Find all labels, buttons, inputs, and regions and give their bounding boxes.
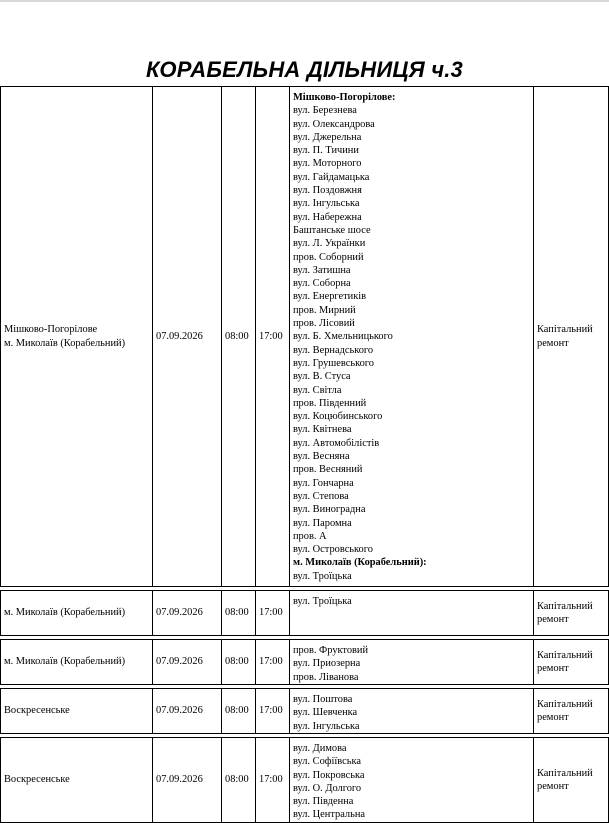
street-item: вул. Південна [293, 796, 354, 808]
street-item: вул. Л. Українки [293, 238, 366, 250]
street-item: пров. Весняний [293, 464, 363, 476]
start-time-cell [222, 689, 256, 734]
work-type-cell [534, 738, 609, 823]
street-item: вул. Набережна [293, 211, 362, 223]
start-time-cell [222, 738, 256, 823]
street-item: вул. Інгульська [293, 720, 360, 732]
end-time-cell [256, 640, 290, 685]
table-row [1, 738, 609, 823]
street-item: вул. Гончарна [293, 477, 354, 489]
work-type-cell [534, 640, 609, 685]
date-cell-text: 07.09.2026 [156, 774, 203, 786]
locality-cell [1, 87, 153, 587]
street-item: Баштанське шосе [293, 224, 371, 236]
locality-cell [1, 640, 153, 685]
street-item: вул. Автомобілістів [293, 437, 380, 449]
street-item: пров. А [293, 530, 327, 542]
street-group-header: м. Миколаїв (Корабельний): [293, 557, 427, 569]
schedule-body [1, 87, 609, 823]
street-item: вул. Троїцька [293, 596, 352, 607]
end-time-cell-text: 17:00 [259, 774, 283, 786]
end-time-cell-text: 17:00 [259, 330, 283, 342]
work-type-line: ремонт [537, 614, 569, 625]
street-item: пров. Мирний [293, 304, 356, 316]
street-item: вул. Островського [293, 544, 373, 556]
streets-cell [290, 640, 534, 685]
street-item: вул. Покровська [293, 769, 365, 781]
end-time-cell [256, 591, 290, 636]
date-cell [153, 87, 222, 587]
start-time-cell [222, 591, 256, 636]
outage-schedule-table [0, 86, 609, 823]
work-type-line: Капітальний [537, 698, 593, 710]
street-item: вул. Софіївська [293, 756, 361, 768]
street-item: пров. Соборний [293, 251, 364, 263]
start-time-cell [222, 640, 256, 685]
work-type-line: ремонт [537, 712, 569, 723]
street-item: вул. Приозерна [293, 658, 361, 670]
locality-line: м. Миколаїв (Корабельний) [4, 607, 126, 619]
end-time-cell-text: 17:00 [259, 607, 283, 619]
end-time-cell-text: 17:00 [259, 656, 283, 668]
street-item: вул. Світла [293, 384, 342, 396]
work-type-line: Капітальний [537, 767, 593, 779]
street-item: вул. Степова [293, 490, 349, 502]
date-cell-text: 07.09.2026 [156, 705, 203, 717]
end-time-cell [256, 87, 290, 587]
street-item: пров. Лісовий [293, 318, 355, 330]
start-time-cell [222, 87, 256, 587]
work-type-line: Капітальний [537, 324, 593, 336]
date-cell [153, 689, 222, 734]
locality-line: Воскресенське [4, 705, 70, 717]
street-item: вул. Поздовжня [293, 185, 362, 197]
street-item: вул. Затишна [293, 264, 351, 276]
street-item: вул. Коцюбинського [293, 411, 383, 423]
street-item: пров. Ліванова [293, 671, 359, 683]
street-item: вул. Паромна [293, 517, 352, 529]
street-item: вул. Вернадського [293, 344, 374, 356]
locality-line: м. Миколаїв (Корабельний) [4, 337, 126, 349]
street-item: вул. Димова [293, 743, 347, 754]
street-item: вул. Центральна [293, 809, 366, 821]
page-title: КОРАБЕЛЬНА ДІЛЬНИЦЯ ч.3 [146, 57, 463, 82]
date-cell [153, 738, 222, 823]
work-type-line: ремонт [537, 781, 569, 792]
locality-line: Мішково-Погорілове [4, 324, 98, 336]
street-item: вул. Виноградна [293, 504, 366, 516]
street-item: вул. Олександрова [293, 118, 375, 130]
table-row [1, 591, 609, 636]
street-group-header: Мішково-Погорілове: [293, 92, 396, 103]
streets-cell [290, 738, 534, 823]
street-item: вул. В. Стуса [293, 371, 351, 383]
streets-cell [290, 689, 534, 734]
street-item: вул. Троїцька [293, 570, 352, 582]
street-item: вул. Інгульська [293, 198, 360, 210]
street-item: вул. Б. Хмельницького [293, 331, 393, 343]
work-type-line: Капітальний [537, 649, 593, 661]
street-item: вул. Грушевського [293, 357, 374, 369]
start-time-cell-text: 08:00 [225, 774, 249, 786]
work-type-cell [534, 689, 609, 734]
street-item: вул. Джерельна [293, 131, 362, 143]
streets-cell [290, 87, 534, 587]
street-item: пров. Південний [293, 397, 367, 409]
end-time-cell [256, 738, 290, 823]
locality-cell [1, 738, 153, 823]
street-item: вул. Березнева [293, 105, 357, 117]
table-row [1, 87, 609, 587]
start-time-cell-text: 08:00 [225, 330, 249, 342]
top-divider [0, 0, 609, 2]
work-type-line: Капітальний [537, 600, 593, 612]
locality-cell [1, 689, 153, 734]
end-time-cell-text: 17:00 [259, 705, 283, 717]
street-item: вул. Енергетиків [293, 291, 367, 303]
table-row [1, 689, 609, 734]
streets-cell [290, 591, 534, 636]
street-item: вул. О. Долгого [293, 782, 362, 794]
end-time-cell [256, 689, 290, 734]
start-time-cell-text: 08:00 [225, 656, 249, 668]
street-item: вул. П. Тичини [293, 145, 359, 157]
work-type-line: ремонт [537, 337, 569, 349]
street-item: вул. Гайдамацька [293, 171, 370, 183]
start-time-cell-text: 08:00 [225, 705, 249, 717]
street-item: вул. Соборна [293, 278, 351, 290]
date-cell-text: 07.09.2026 [156, 330, 203, 342]
table-row [1, 640, 609, 685]
date-cell-text: 07.09.2026 [156, 607, 203, 619]
work-type-cell [534, 591, 609, 636]
start-time-cell-text: 08:00 [225, 607, 249, 619]
date-cell [153, 591, 222, 636]
work-type-cell [534, 87, 609, 587]
street-item: пров. Фруктовий [293, 645, 369, 656]
locality-line: Воскресенське [4, 774, 70, 786]
locality-line: м. Миколаїв (Корабельний) [4, 656, 126, 668]
date-cell-text: 07.09.2026 [156, 656, 203, 668]
street-item: вул. Поштова [293, 694, 353, 705]
street-item: вул. Квітнева [293, 424, 352, 436]
locality-cell [1, 591, 153, 636]
date-cell [153, 640, 222, 685]
street-item: вул. Моторного [293, 158, 362, 170]
work-type-line: ремонт [537, 663, 569, 674]
street-item: вул. Весняна [293, 451, 350, 463]
street-item: вул. Шевченка [293, 707, 358, 719]
